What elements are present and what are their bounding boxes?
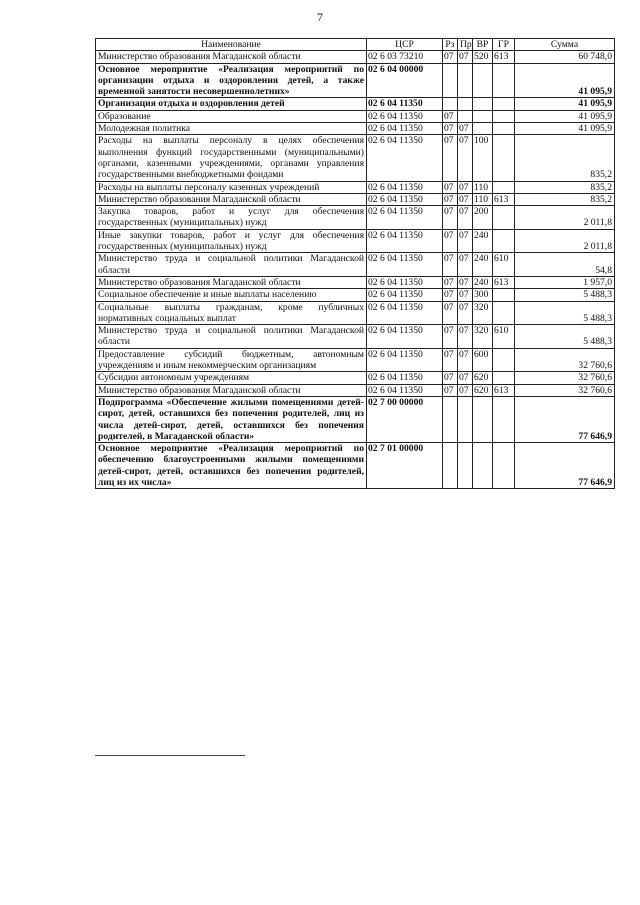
row-vr-cell: 320: [473, 325, 493, 349]
row-rz-cell: 07: [443, 51, 458, 63]
row-gr-cell: [493, 206, 515, 230]
row-sum-cell: 41 095,9: [515, 63, 615, 98]
row-rz-cell: 07: [443, 193, 458, 205]
row-pr-cell: 07: [458, 276, 473, 288]
row-sum-cell: 5 488,3: [515, 325, 615, 349]
table-row: [96, 348, 615, 372]
row-pr-cell: 07: [458, 384, 473, 396]
row-pr-cell: 07: [458, 135, 473, 181]
row-vr-cell: 620: [473, 372, 493, 384]
row-sum-cell: 2 011,8: [515, 206, 615, 230]
table-row: [96, 289, 615, 301]
row-rz-cell: 07: [443, 325, 458, 349]
row-vr-cell: 620: [473, 384, 493, 396]
row-csr-cell: 02 7 01 00000: [367, 443, 443, 489]
row-pr-cell: 07: [458, 229, 473, 253]
row-gr-cell: [493, 63, 515, 98]
table-row: [96, 63, 615, 98]
row-name-cell: Министерство образования Магаданской области: [96, 51, 367, 63]
row-vr-cell: [473, 110, 493, 122]
row-gr-cell: [493, 123, 515, 135]
row-gr-cell: [493, 443, 515, 489]
row-csr-cell: 02 6 04 11350: [367, 135, 443, 181]
footnote-divider: [95, 755, 245, 756]
row-name-cell: Социальные выплаты гражданам, кроме публичных нормативных социальных выплат: [96, 301, 367, 325]
row-csr-cell: 02 6 03 73210: [367, 51, 443, 63]
row-vr-cell: 110: [473, 181, 493, 193]
row-rz-cell: [443, 63, 458, 98]
row-gr-cell: [493, 135, 515, 181]
row-rz-cell: 07: [443, 289, 458, 301]
row-gr-cell: 613: [493, 51, 515, 63]
row-name-cell: Организация отдыха и оздоровления детей: [96, 98, 367, 110]
table-row: [96, 135, 615, 181]
row-gr-cell: [493, 348, 515, 372]
row-pr-cell: [458, 63, 473, 98]
header-gr: ГР: [493, 39, 515, 51]
row-rz-cell: 07: [443, 110, 458, 122]
row-csr-cell: 02 7 00 00000: [367, 396, 443, 442]
row-rz-cell: 07: [443, 301, 458, 325]
row-rz-cell: [443, 98, 458, 110]
row-name-cell: Министерство образования Магаданской области: [96, 384, 367, 396]
row-gr-cell: [493, 110, 515, 122]
row-name-cell: Иные закупки товаров, работ и услуг для обеспечения государственных (муниципальных) нужд: [96, 229, 367, 253]
row-name-cell: Основное мероприятие «Реализация мероприятий по организации отдыха и оздоровления детей, а также временной занятости несовершеннолетних»: [96, 63, 367, 98]
table-row: [96, 181, 615, 193]
row-pr-cell: 07: [458, 348, 473, 372]
row-vr-cell: 240: [473, 229, 493, 253]
table-row: [96, 253, 615, 277]
row-vr-cell: 100: [473, 135, 493, 181]
row-name-cell: Социальное обеспечение и иные выплаты населению: [96, 289, 367, 301]
row-pr-cell: 07: [458, 253, 473, 277]
row-sum-cell: 32 760,6: [515, 348, 615, 372]
row-name-cell: Расходы на выплаты персоналу в целях обеспечения выполнения функций государственными (муниципальными) органами, казенными учреждениями, органами управления государственными внебюджетными фондами: [96, 135, 367, 181]
row-rz-cell: 07: [443, 253, 458, 277]
row-name-cell: Основное мероприятие «Реализация мероприятий по обеспечению благоустроенными жилыми помещениями детей-сирот, детей, оставшихся без попечения родителей, лиц из их числа»: [96, 443, 367, 489]
row-pr-cell: 07: [458, 181, 473, 193]
row-name-cell: Расходы на выплаты персоналу казенных учреждений: [96, 181, 367, 193]
table-row: [96, 98, 615, 110]
row-sum-cell: 32 760,6: [515, 372, 615, 384]
row-pr-cell: [458, 443, 473, 489]
row-rz-cell: 07: [443, 135, 458, 181]
row-vr-cell: 240: [473, 253, 493, 277]
row-vr-cell: 110: [473, 193, 493, 205]
row-sum-cell: 77 646,9: [515, 396, 615, 442]
row-vr-cell: [473, 98, 493, 110]
row-gr-cell: [493, 372, 515, 384]
row-pr-cell: 07: [458, 123, 473, 135]
row-pr-cell: 07: [458, 289, 473, 301]
row-vr-cell: 600: [473, 348, 493, 372]
row-rz-cell: 07: [443, 181, 458, 193]
row-pr-cell: 07: [458, 325, 473, 349]
row-vr-cell: [473, 63, 493, 98]
row-vr-cell: 240: [473, 276, 493, 288]
row-rz-cell: 07: [443, 206, 458, 230]
table-row: [96, 301, 615, 325]
row-csr-cell: 02 6 04 00000: [367, 63, 443, 98]
row-pr-cell: [458, 98, 473, 110]
row-name-cell: Образование: [96, 110, 367, 122]
row-csr-cell: 02 6 04 11350: [367, 372, 443, 384]
row-name-cell: Подпрограмма «Обеспечение жилыми помещениями детей-сирот, детей, оставшихся без попечения родителей, лиц из числа детей-сирот, детей, оставшихся без попечения родителей, в Магаданской области»: [96, 396, 367, 442]
table-row: [96, 123, 615, 135]
row-gr-cell: [493, 229, 515, 253]
row-csr-cell: 02 6 04 11350: [367, 110, 443, 122]
table-row: [96, 206, 615, 230]
row-gr-cell: 610: [493, 253, 515, 277]
row-csr-cell: 02 6 04 11350: [367, 193, 443, 205]
row-csr-cell: 02 6 04 11350: [367, 301, 443, 325]
row-gr-cell: [493, 396, 515, 442]
row-pr-cell: 07: [458, 193, 473, 205]
row-rz-cell: [443, 396, 458, 442]
row-gr-cell: [493, 289, 515, 301]
row-pr-cell: [458, 396, 473, 442]
row-gr-cell: [493, 181, 515, 193]
header-row: [96, 39, 615, 51]
row-gr-cell: 610: [493, 325, 515, 349]
table-row: [96, 325, 615, 349]
row-pr-cell: 07: [458, 301, 473, 325]
row-gr-cell: 613: [493, 193, 515, 205]
table-row: [96, 372, 615, 384]
table-row: [96, 51, 615, 63]
row-vr-cell: [473, 396, 493, 442]
row-csr-cell: 02 6 04 11350: [367, 289, 443, 301]
row-sum-cell: 5 488,3: [515, 289, 615, 301]
row-sum-cell: 5 488,3: [515, 301, 615, 325]
row-sum-cell: 835,2: [515, 193, 615, 205]
header-vr: ВР: [473, 39, 493, 51]
row-csr-cell: 02 6 04 11350: [367, 384, 443, 396]
row-csr-cell: 02 6 04 11350: [367, 348, 443, 372]
row-vr-cell: 520: [473, 51, 493, 63]
budget-table: [95, 38, 615, 489]
row-name-cell: Субсидии автономным учреждениям: [96, 372, 367, 384]
row-csr-cell: 02 6 04 11350: [367, 206, 443, 230]
row-rz-cell: 07: [443, 123, 458, 135]
row-sum-cell: 41 095,9: [515, 98, 615, 110]
row-sum-cell: 41 095,9: [515, 110, 615, 122]
table-row: [96, 443, 615, 489]
row-csr-cell: 02 6 04 11350: [367, 181, 443, 193]
row-rz-cell: 07: [443, 372, 458, 384]
row-sum-cell: 1 957,0: [515, 276, 615, 288]
table-row: [96, 193, 615, 205]
row-sum-cell: 60 748,0: [515, 51, 615, 63]
row-csr-cell: 02 6 04 11350: [367, 253, 443, 277]
row-gr-cell: [493, 98, 515, 110]
header-pr: Пр: [458, 39, 473, 51]
row-name-cell: Министерство образования Магаданской области: [96, 193, 367, 205]
row-rz-cell: [443, 443, 458, 489]
row-sum-cell: 77 646,9: [515, 443, 615, 489]
row-csr-cell: 02 6 04 11350: [367, 276, 443, 288]
row-csr-cell: 02 6 04 11350: [367, 325, 443, 349]
row-gr-cell: 613: [493, 384, 515, 396]
row-pr-cell: 07: [458, 51, 473, 63]
row-gr-cell: [493, 301, 515, 325]
row-rz-cell: 07: [443, 348, 458, 372]
row-vr-cell: [473, 443, 493, 489]
row-pr-cell: 07: [458, 372, 473, 384]
row-sum-cell: 54,8: [515, 253, 615, 277]
row-name-cell: Министерство труда и социальной политики Магаданской области: [96, 325, 367, 349]
header-sum: Сумма: [515, 39, 615, 51]
row-csr-cell: 02 6 04 11350: [367, 229, 443, 253]
table-row: [96, 396, 615, 442]
row-rz-cell: 07: [443, 276, 458, 288]
row-sum-cell: 835,2: [515, 135, 615, 181]
page-number: 7: [317, 10, 323, 24]
header-rz: Рз: [443, 39, 458, 51]
row-name-cell: Молодежная политика: [96, 123, 367, 135]
row-csr-cell: 02 6 04 11350: [367, 123, 443, 135]
header-name: Наименование: [96, 39, 367, 51]
row-pr-cell: 07: [458, 206, 473, 230]
row-name-cell: Закупка товаров, работ и услуг для обеспечения государственных (муниципальных) нужд: [96, 206, 367, 230]
row-sum-cell: 32 760,6: [515, 384, 615, 396]
row-rz-cell: 07: [443, 229, 458, 253]
row-csr-cell: 02 6 04 11350: [367, 98, 443, 110]
row-vr-cell: 320: [473, 301, 493, 325]
row-name-cell: Предоставление субсидий бюджетным, автономным учреждениям и иным некоммерческим организациям: [96, 348, 367, 372]
row-pr-cell: [458, 110, 473, 122]
row-rz-cell: 07: [443, 384, 458, 396]
header-csr: ЦСР: [367, 39, 443, 51]
row-vr-cell: [473, 123, 493, 135]
table-row: [96, 110, 615, 122]
row-vr-cell: 300: [473, 289, 493, 301]
table-row: [96, 229, 615, 253]
row-sum-cell: 41 095,9: [515, 123, 615, 135]
row-name-cell: Министерство труда и социальной политики Магаданской области: [96, 253, 367, 277]
row-gr-cell: 613: [493, 276, 515, 288]
row-name-cell: Министерство образования Магаданской области: [96, 276, 367, 288]
row-sum-cell: 835,2: [515, 181, 615, 193]
row-vr-cell: 200: [473, 206, 493, 230]
table-row: [96, 384, 615, 396]
table-row: [96, 276, 615, 288]
row-sum-cell: 2 011,8: [515, 229, 615, 253]
